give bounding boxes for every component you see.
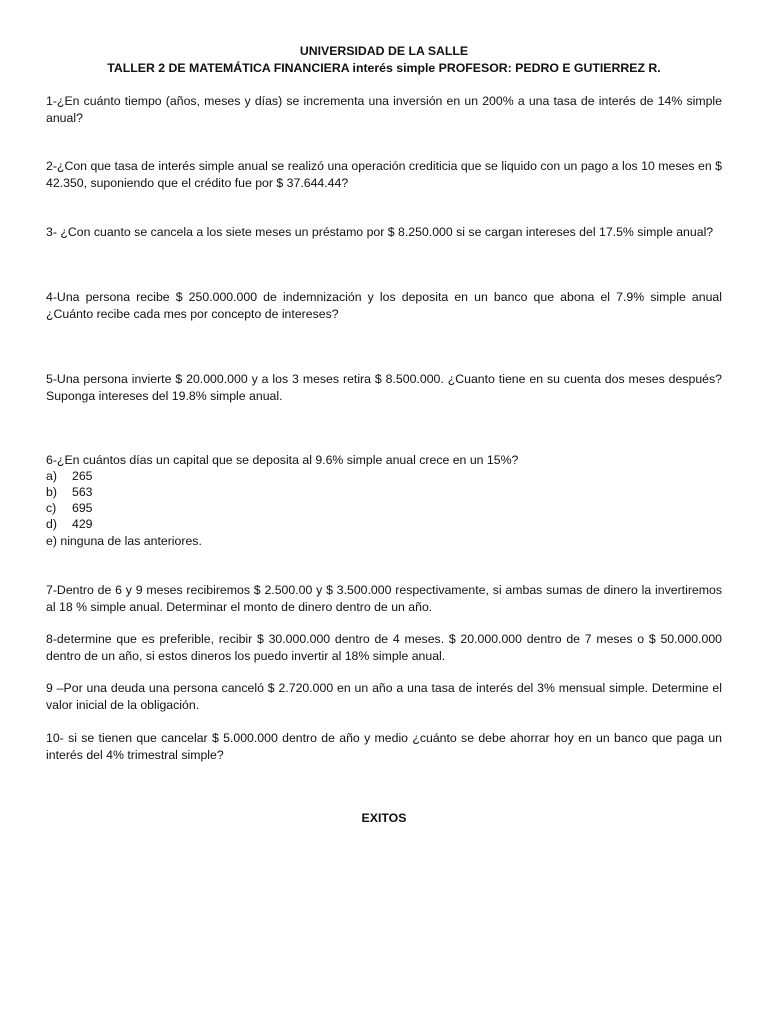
option-value: 429	[72, 517, 93, 531]
option-label: e)	[46, 534, 57, 548]
question-7: 7-Dentro de 6 y 9 meses recibiremos $ 2.500.00 y $ 3.500.000 respectivamente, si ambas sumas de dinero la invertiremos al 18 % simple anual. Determinar el monto de dinero dentro de un año.	[46, 583, 722, 614]
option-value: 695	[72, 501, 93, 515]
option-label: b)	[46, 485, 57, 499]
option-c	[46, 500, 346, 517]
question-5: 5-Una persona invierte $ 20.000.000 y a los 3 meses retira $ 8.500.000. ¿Cuanto tiene en su cuenta dos meses después? Suponga intereses del 19.8% simple anual.	[46, 372, 722, 403]
closing-text: EXITOS	[361, 811, 407, 825]
option-value: 265	[72, 469, 93, 483]
option-value: ninguna de las anteriores.	[60, 534, 202, 548]
option-label: d)	[46, 517, 57, 531]
question-1: 1-¿En cuánto tiempo (años, meses y días) se incrementa una inversión en un 200% a una tasa de interés de 14% simple anual?	[46, 94, 722, 125]
question-3: 3- ¿Con cuanto se cancela a los siete meses un préstamo por $ 8.250.000 si se cargan intereses del 17.5% simple anual?	[46, 225, 714, 239]
institution-heading: UNIVERSIDAD DE LA SALLE	[299, 44, 469, 58]
option-b	[46, 484, 346, 501]
question-4: 4-Una persona recibe $ 250.000.000 de indemnización y los deposita en un banco que abona el 7.9% simple anual ¿Cuánto recibe cada mes por concepto de intereses?	[46, 290, 722, 321]
option-d	[46, 516, 346, 533]
document-page	[46, 0, 722, 1024]
question-8: 8-determine que es preferible, recibir $ 30.000.000 dentro de 4 meses. $ 20.000.000 dentro de 7 meses o $ 50.000.000 dentro de un año, si estos dineros los puedo invertir al 18% simple anual.	[46, 632, 722, 663]
course-heading: TALLER 2 DE MATEMÁTICA FINANCIERA interés simple PROFESOR: PEDRO E GUTIERREZ R.	[107, 61, 661, 75]
option-label: c)	[46, 501, 57, 515]
question-9: 9 –Por una deuda una persona canceló $ 2.720.000 en un año a una tasa de interés del 3% mensual simple. Determine el valor inicial de la obligación.	[46, 681, 722, 712]
option-e	[46, 533, 346, 550]
option-label: a)	[46, 469, 57, 483]
option-value: 563	[72, 485, 93, 499]
question-2: 2-¿Con que tasa de interés simple anual se realizó una operación crediticia que se liquido con un pago a los 10 meses en $ 42.350, suponiendo que el crédito fue por $ 37.644.44?	[46, 159, 722, 190]
question-10: 10- si se tienen que cancelar $ 5.000.000 dentro de año y medio ¿cuánto se debe ahorrar hoy en un banco que paga un interés del 4% trimestral simple?	[46, 731, 722, 762]
question-6: 6-¿En cuántos días un capital que se deposita al 9.6% simple anual crece en un 15%?	[46, 453, 519, 467]
option-a	[46, 468, 346, 485]
